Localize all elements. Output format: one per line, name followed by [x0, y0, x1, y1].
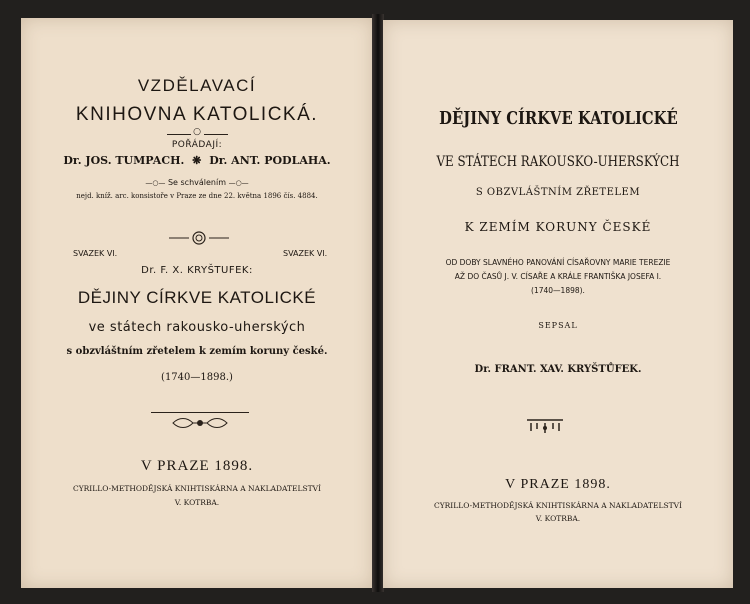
book-title-line3: s obzvláštním zřetelem k zemím koruny české. — [66, 346, 328, 357]
volume-number-right: SVAZEK VI. — [283, 249, 328, 258]
period-line2: AŽ DO ČASŮ J. V. CÍSAŘE A KRÁLE FRANTIŠKA JOSEFA I. — [454, 272, 662, 281]
subtitle-line3: K ZEMÍM KORUNY ČESKÉ — [464, 220, 652, 234]
divider — [204, 134, 228, 135]
imprint-printer: V. KOTRBA. — [535, 514, 581, 523]
imprint-printer: V. KOTRBA. — [174, 498, 220, 507]
fleuron-ornament-icon — [169, 416, 231, 430]
subtitle-line2: S OBZVLÁŠTNÍM ZŘETELEM — [475, 187, 641, 198]
author-name: Dr. FRANT. XAV. KRYŠTŮFEK. — [474, 364, 642, 375]
imprint-place-year: V PRAZE 1898. — [505, 477, 611, 492]
editor-separator: ❋ — [192, 154, 202, 167]
vignette-ornament-icon — [525, 417, 565, 435]
small-ornament: ○ — [193, 127, 201, 137]
editors-line — [21, 154, 373, 167]
editor-name: Dr. JOS. TUMPACH. — [63, 154, 185, 167]
editors-label: POŘÁDAJÍ: — [171, 140, 223, 150]
approval-label-line: —○— Se schválením —○— — [145, 178, 249, 187]
divider — [167, 134, 191, 135]
subtitle-line1: VE STÁTECH RAKOUSKO-UHERSKÝCH — [436, 154, 680, 170]
imprint-publisher: CYRILLO-METHODĚJSKÁ KNIHTISKÁRNA A NAKLADATELSTVÍ — [433, 501, 683, 510]
book-title-line2: ve státech rakousko-uherských — [88, 320, 306, 335]
period-years: (1740—1898). — [531, 286, 585, 295]
approval-label: Se schválením — [167, 178, 227, 187]
approval-text: nejd. kníž. arc. konsistoře v Praze ze dne 22. května 1896 čís. 4884. — [76, 192, 318, 200]
divider — [151, 412, 249, 413]
editor-name: Dr. ANT. PODLAHA. — [209, 154, 331, 167]
book-years: (1740—1898.) — [161, 372, 233, 383]
right-page-title-page — [383, 20, 733, 588]
scroll-ornament-icon — [167, 230, 231, 246]
author-name: Dr. F. X. KRYŠTUFEK: — [141, 265, 253, 276]
period-line1: OD DOBY SLAVNÉHO PANOVÁNÍ CÍSAŘOVNY MARIE TEREZIE — [445, 258, 671, 267]
compiled-by-label: SEPSAL — [538, 321, 578, 330]
volume-number-left: SVAZEK VI. — [73, 249, 118, 258]
series-name-line2: KNIHOVNA KATOLICKÁ. — [75, 104, 319, 125]
left-page-series-title — [21, 18, 373, 588]
main-title: DĚJINY CÍRKVE KATOLICKÉ — [438, 108, 678, 129]
imprint-place-year: V PRAZE 1898. — [140, 458, 254, 474]
series-name-line1: VZDĚLAVACÍ — [137, 76, 257, 95]
imprint-publisher: CYRILLO-METHODĚJSKÁ KNIHTISKÁRNA A NAKLADATELSTVÍ — [72, 484, 322, 493]
book-title-line1: DĚJINY CÍRKVE KATOLICKÉ — [77, 288, 317, 307]
